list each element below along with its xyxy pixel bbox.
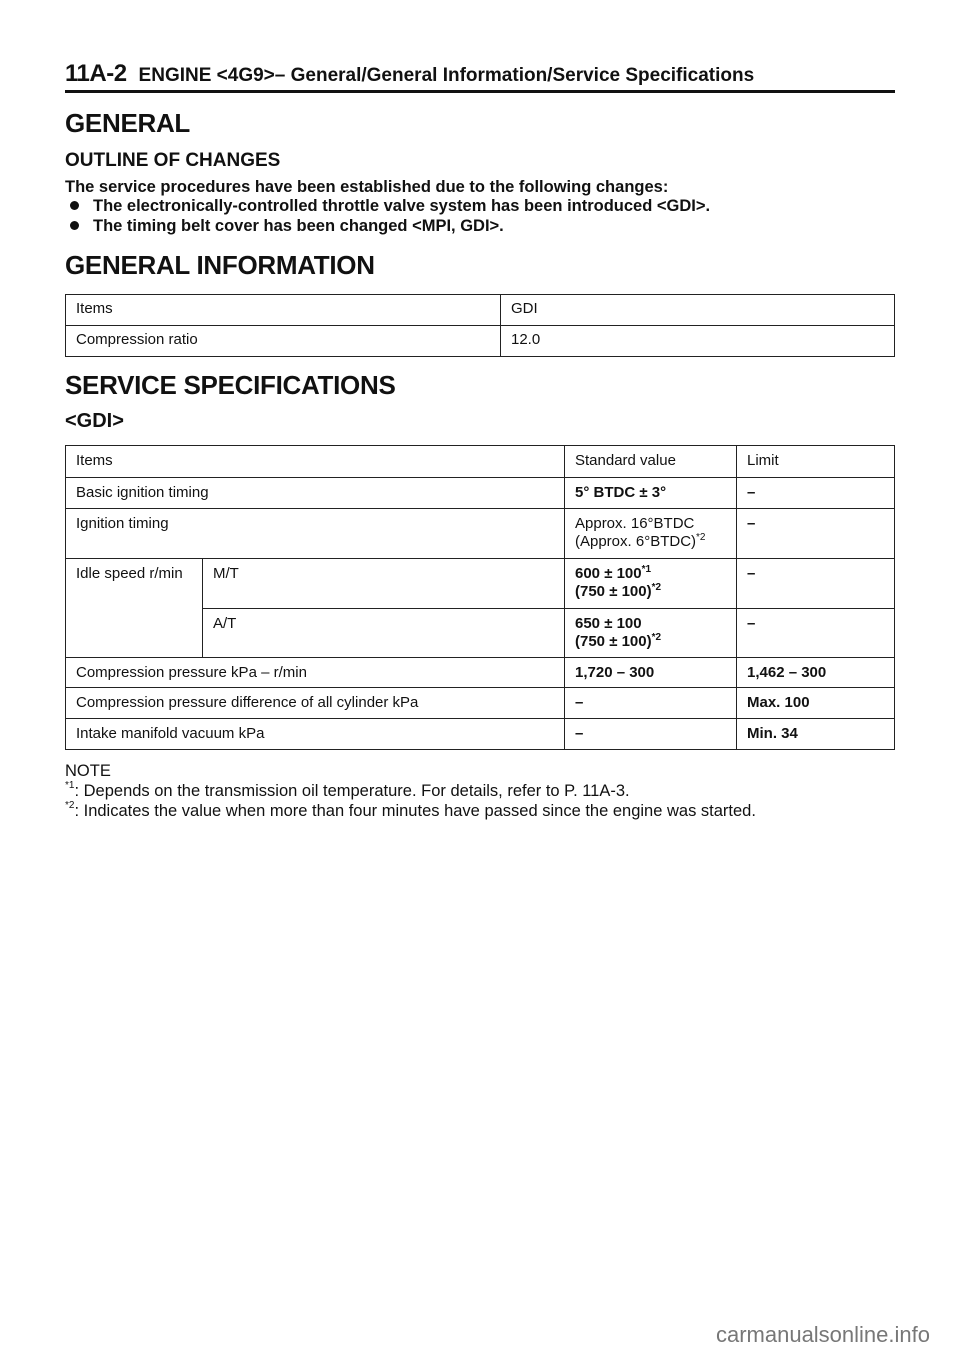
compression-diff-limit: Max. 100 — [737, 688, 895, 719]
bullet-item — [65, 217, 504, 236]
ignition-standard-line1: Approx. 16°BTDC — [575, 515, 695, 532]
idle-speed-item: Idle speed r/min — [66, 559, 203, 658]
note-item: $^{*2}$: Indicates the value when more than four minutes have passed since the engine was started. — [65, 800, 756, 820]
compression-diff-item: Compression pressure difference of all cylinder kPa — [66, 688, 565, 719]
idle-at-label: A/T — [203, 609, 565, 658]
header-rule — [65, 90, 895, 93]
note-label: NOTE — [65, 762, 111, 780]
ignition-limit: – — [737, 509, 895, 559]
compression-diff-standard: – — [565, 688, 737, 719]
bullet-dot-icon — [70, 201, 79, 210]
compression-item: Compression pressure kPa – r/min — [66, 658, 565, 688]
page-header — [65, 60, 895, 88]
ignition-standard — [565, 509, 737, 559]
table-row — [66, 719, 895, 750]
bullet-text: The electronically-controlled throttle valve system has been introduced <GDI>. — [93, 197, 711, 215]
table-row — [66, 326, 895, 357]
service-specifications-table — [65, 445, 895, 750]
table-row — [66, 658, 895, 688]
col-items-header: Items — [66, 446, 565, 478]
gdi-subheading: <GDI> — [65, 410, 124, 432]
general-heading: GENERAL — [65, 108, 191, 138]
idle-at-standard: 650 ± 100 $(750 \pm 100)^{*2}$ — [565, 609, 737, 658]
ignition-standard-line2: (Approx. 6°BTDC)$^{*2}$ — [575, 532, 706, 550]
idle-mt-standard: $600 \pm 100^{*1}$ $(750 \pm 100)^{*2}$ — [565, 559, 737, 609]
col-standard-header: Standard value — [565, 446, 737, 478]
ignition-item: Ignition timing — [66, 509, 565, 559]
table-header-row — [66, 446, 895, 478]
basic-ignition-item: Basic ignition timing — [66, 478, 565, 509]
compression-limit: 1,462 – 300 — [737, 658, 895, 688]
table-cell: Compression ratio — [66, 326, 501, 357]
watermark: carmanualsonline.info — [715, 1322, 930, 1347]
table-row — [66, 509, 895, 559]
intake-standard: – — [565, 719, 737, 750]
bullet-dot-icon — [70, 221, 79, 230]
table-cell: 12.0 — [501, 326, 895, 357]
table-row — [66, 295, 895, 326]
outline-heading: OUTLINE OF CHANGES — [65, 150, 281, 171]
table-cell: GDI — [501, 295, 895, 326]
intake-item: Intake manifold vacuum kPa — [66, 719, 565, 750]
table-row — [66, 559, 895, 609]
intake-limit: Min. 34 — [737, 719, 895, 750]
idle-mt-limit: – — [737, 559, 895, 609]
general-information-heading: GENERAL INFORMATION — [65, 250, 375, 280]
general-information-table — [65, 294, 895, 357]
idle-at-limit: – — [737, 609, 895, 658]
basic-ignition-standard: 5° BTDC ± 3° — [565, 478, 737, 509]
bullet-text: The timing belt cover has been changed <MPI, GDI>. — [93, 217, 504, 235]
intro-text: The service procedures have been established due to the following changes: — [65, 178, 669, 196]
compression-standard: 1,720 – 300 — [565, 658, 737, 688]
basic-ignition-limit: – — [737, 478, 895, 509]
table-row — [66, 688, 895, 719]
page-title: ENGINE <4G9>– General/General Information/Service Specifications — [138, 65, 755, 86]
service-specifications-heading: SERVICE SPECIFICATIONS — [65, 370, 396, 400]
idle-mt-label: M/T — [203, 559, 565, 609]
table-row — [66, 478, 895, 509]
page-number: 11A-2 — [65, 60, 127, 87]
col-limit-header: Limit — [737, 446, 895, 478]
note-item: $^{*1}$: Depends on the transmission oil temperature. For details, refer to P. 11A-3. — [65, 780, 630, 800]
bullet-item — [65, 197, 710, 216]
table-cell: Items — [66, 295, 501, 326]
